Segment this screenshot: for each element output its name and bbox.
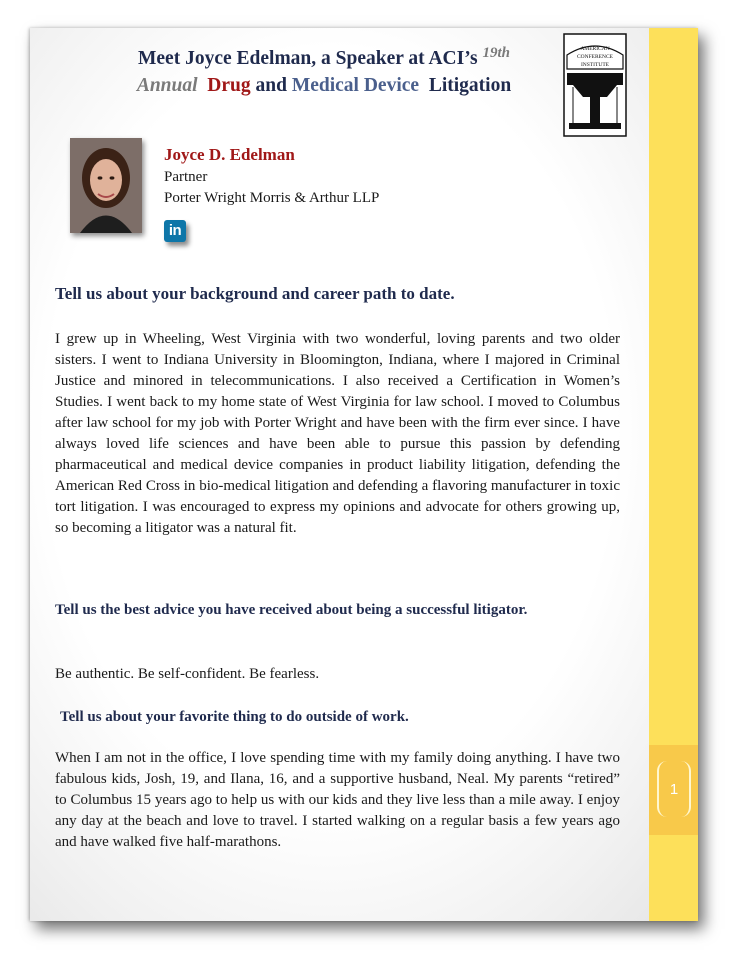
linkedin-icon[interactable]: in	[164, 220, 186, 242]
speaker-photo	[70, 138, 142, 233]
title-and: and	[255, 75, 287, 96]
logo-text-3: INSTITUTE	[580, 62, 610, 68]
question-best-advice: Tell us the best advice you have received about being a successful litigator.	[55, 602, 528, 618]
title-drug: Drug	[207, 75, 251, 96]
speaker-name: Joyce D. Edelman	[164, 145, 295, 164]
speaker-role: Partner	[164, 169, 208, 185]
logo-text-1: AMERICAN	[580, 46, 610, 52]
title-medical-device: Medical Device	[291, 75, 420, 96]
speaker-firm: Porter Wright Morris & Arthur LLP	[164, 190, 380, 206]
title-ordinal: 19th	[482, 45, 510, 61]
document-page	[30, 28, 698, 921]
logo-text-2: CONFERENCE	[576, 54, 614, 60]
page-number: 1	[657, 761, 691, 817]
page-number-tab	[649, 745, 698, 835]
title-litigation: Litigation	[428, 75, 512, 96]
answer-outside-work: When I am not in the office, I love spending time with my family doing anything. I have two fabulous kids, Josh, 19, and Ilana, 16, and a supportive husband, Neal. My parents “retired” to Columbus 15 years ago to help us with our kids and they live less than a mile away. I enjoy any day at the beach and love to travel. I started walking on a regular basis a few years ago and have walked five half-marathons.	[55, 750, 620, 850]
title-line1: Meet Joyce Edelman, a Speaker at ACI’s	[138, 48, 478, 69]
question-background: Tell us about your background and career path to date.	[55, 284, 455, 303]
answer-best-advice: Be authentic. Be self-confident. Be fearless.	[55, 666, 320, 682]
title-annual: Annual	[136, 75, 198, 96]
aci-logo	[563, 33, 627, 137]
page-title	[84, 40, 564, 99]
answer-background: I grew up in Wheeling, West Virginia with two wonderful, loving parents and two older sisters. I went to Indiana University in Bloomington, Indiana, where I majored in Criminal Justice and minored in telecommunications. I also received a Certification in Women’s Studies. I went back to my home state of West Virginia for law school. I moved to Columbus after law school for my job with Porter Wright and have been with the firm ever since. I have always loved life sciences and have been able to pursue this passion by defending pharmaceutical and medical device companies in product liability litigation, defending the American Red Cross in bio-medical litigation and defending a flavoring manufacturer in toxic tort litigation. I was encouraged to express my opinions and advocate for others growing up, so becoming a litigator was a natural fit.	[55, 331, 620, 536]
question-outside-work: Tell us about your favorite thing to do outside of work.	[60, 709, 409, 725]
